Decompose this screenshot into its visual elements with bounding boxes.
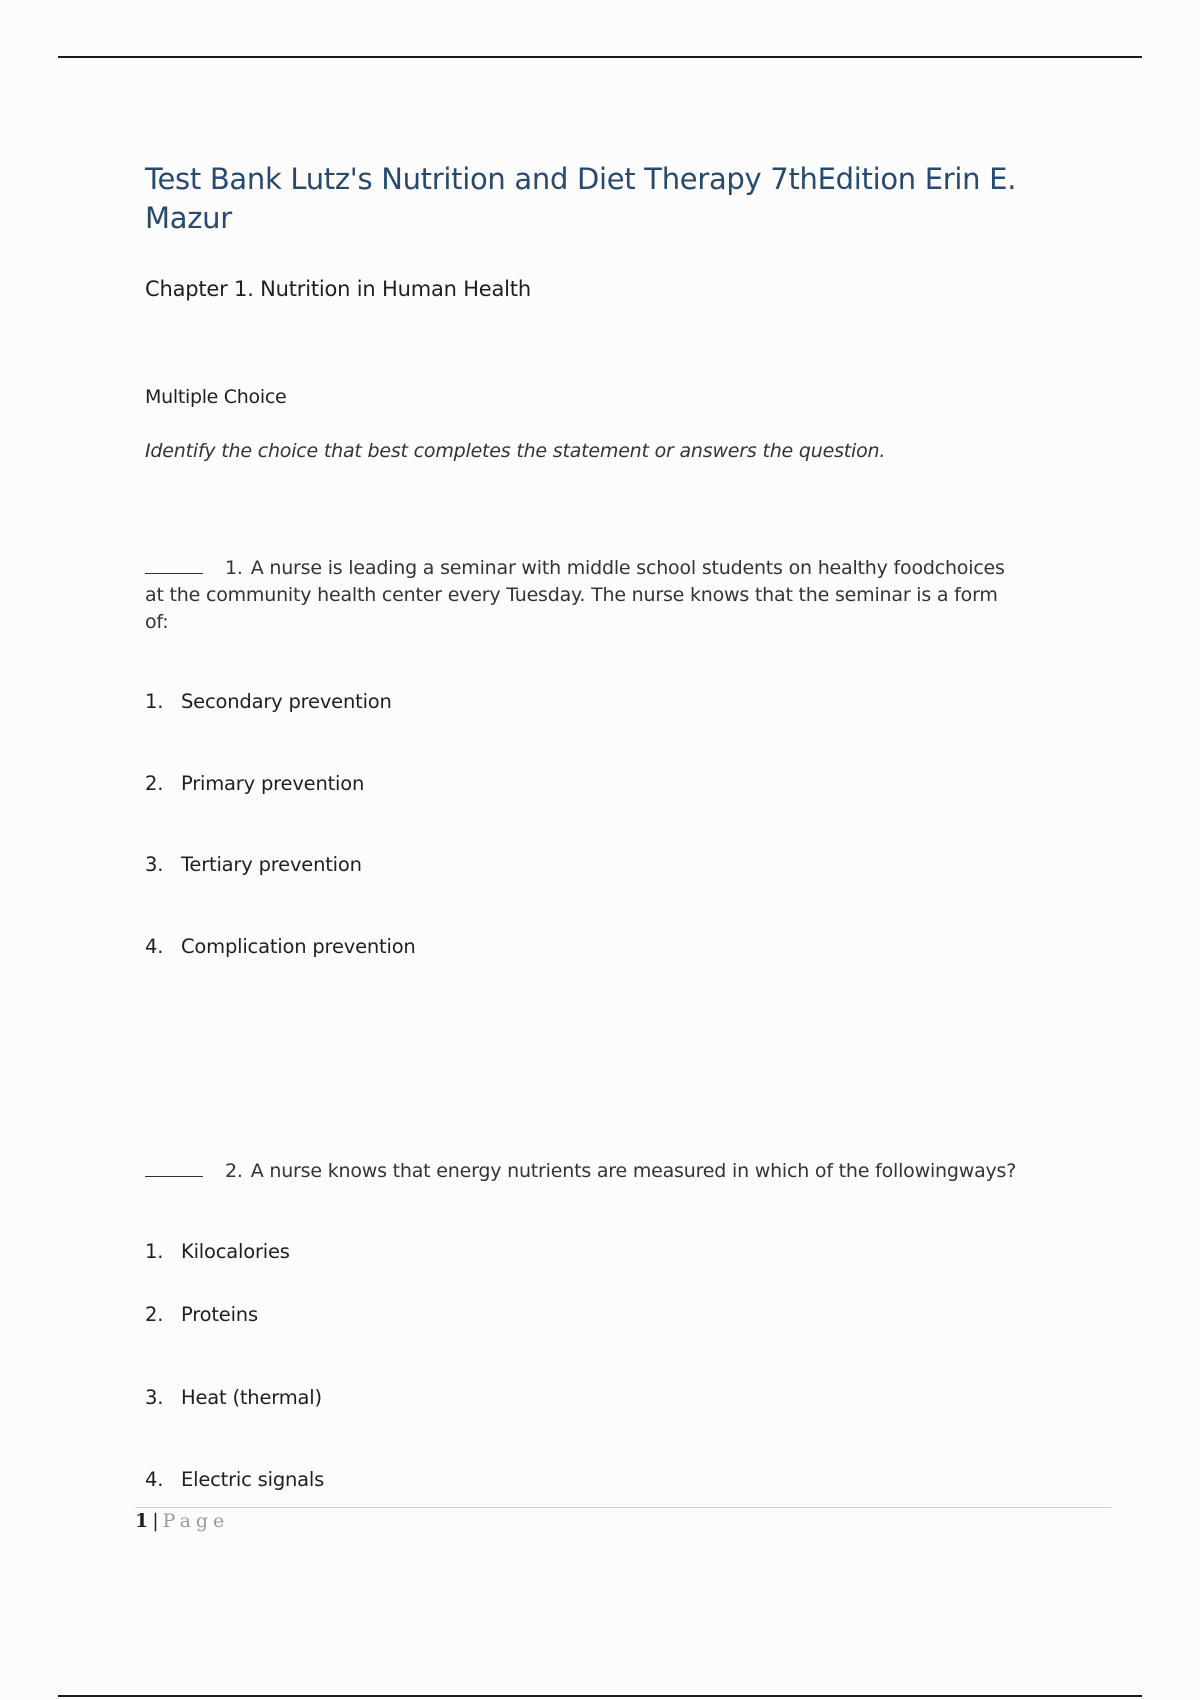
choice-number: 2. xyxy=(145,1303,164,1326)
choice-item xyxy=(145,935,416,958)
choice-number: 1. xyxy=(145,1240,164,1263)
document-header xyxy=(145,160,1045,462)
question-stem xyxy=(145,1158,1025,1185)
top-rule xyxy=(58,56,1142,58)
answer-blank[interactable] xyxy=(145,556,203,574)
question-1 xyxy=(145,555,1025,958)
chapter-heading: Chapter 1. Nutrition in Human Health xyxy=(145,277,531,301)
choice-text: Electric signals xyxy=(181,1468,325,1491)
page-number: 1 xyxy=(135,1510,149,1532)
choice-item xyxy=(145,690,392,713)
choice-number: 3. xyxy=(145,853,164,876)
page-footer xyxy=(135,1510,229,1532)
choice-item xyxy=(145,1303,258,1326)
choice-number: 3. xyxy=(145,1386,164,1409)
choice-text: Proteins xyxy=(181,1303,258,1326)
choice-item xyxy=(145,1386,322,1409)
choice-text: Kilocalories xyxy=(181,1240,290,1263)
choice-number: 4. xyxy=(145,1468,164,1491)
choice-item xyxy=(145,853,362,876)
choice-number: 2. xyxy=(145,772,164,795)
instructions-text: Identify the choice that best completes the statement or answers the question. xyxy=(145,440,886,462)
question-text: A nurse knows that energy nutrients are measured in which of the followingways? xyxy=(250,1160,1017,1182)
choice-item xyxy=(145,772,364,795)
question-stem xyxy=(145,555,1025,636)
choice-item xyxy=(145,1468,324,1491)
section-heading: Multiple Choice xyxy=(145,386,287,408)
choice-text: Complication prevention xyxy=(181,935,416,958)
page-separator: | xyxy=(152,1510,159,1532)
question-number: 1. xyxy=(225,557,243,579)
choice-text: Secondary prevention xyxy=(181,690,392,713)
question-number: 2. xyxy=(225,1160,243,1182)
answer-blank[interactable] xyxy=(145,1159,203,1177)
choice-item xyxy=(145,1240,290,1263)
choice-text: Heat (thermal) xyxy=(181,1386,322,1409)
question-2 xyxy=(145,1158,1025,1491)
choice-text: Tertiary prevention xyxy=(181,853,362,876)
choice-number: 4. xyxy=(145,935,164,958)
document-title: Test Bank Lutz's Nutrition and Diet Therapy 7thEdition Erin E. Mazur xyxy=(145,162,1017,235)
choice-number: 1. xyxy=(145,690,164,713)
bottom-rule xyxy=(58,1695,1142,1697)
choice-text: Primary prevention xyxy=(181,772,365,795)
question-text: A nurse is leading a seminar with middle school students on healthy foodchoices at the community health center every Tuesday. The nurse knows that the seminar is a form of: xyxy=(145,557,1005,633)
page-word: Page xyxy=(162,1510,230,1532)
footer-rule xyxy=(135,1507,1111,1508)
